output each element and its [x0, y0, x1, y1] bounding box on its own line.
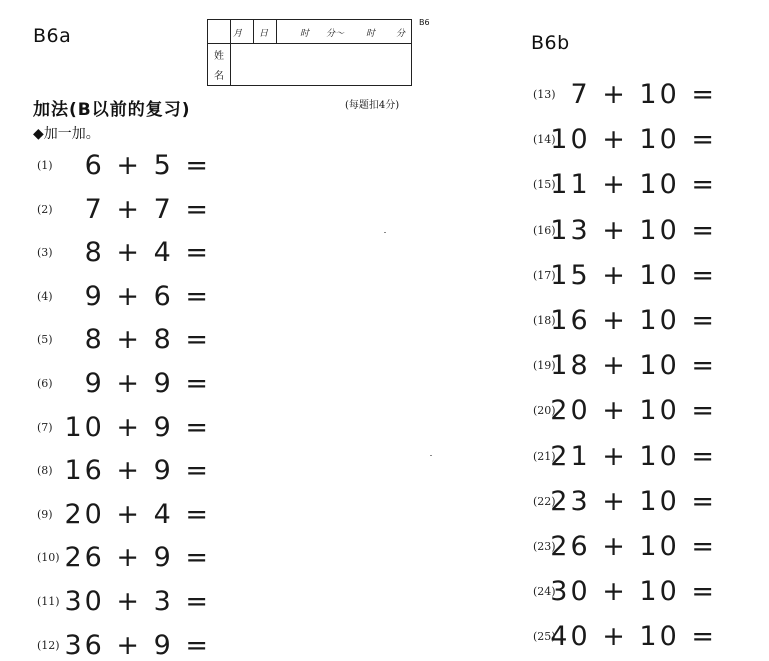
problem-number: (22) — [533, 494, 556, 508]
divider — [253, 20, 254, 43]
day-label: 日 — [259, 29, 269, 39]
problem-number: (13) — [533, 88, 556, 101]
problem-expression: 26 + 10 = — [550, 531, 717, 562]
problem-number: (18) — [533, 314, 556, 327]
problem-expression: 9 + 9 = — [84, 368, 211, 399]
minute-label: 分～ — [326, 29, 345, 39]
problem-expression: 13 + 10 = — [550, 214, 717, 246]
problem-expression: 40 + 10 = — [550, 621, 717, 653]
minute-label: 分 — [396, 29, 406, 39]
problem-number: (20) — [533, 404, 556, 418]
problem-number: (6) — [37, 377, 53, 390]
scan-speck — [384, 232, 386, 233]
problem-expression: 36 + 9 = — [64, 629, 211, 661]
problem-expression: 23 + 10 = — [550, 485, 717, 517]
problem-number: (24) — [533, 585, 556, 599]
problem-number: (23) — [533, 540, 556, 553]
problem-expression: 15 + 10 = — [550, 259, 717, 291]
instruction: ◆加一加。 — [33, 126, 100, 142]
problem-number: (15) — [533, 178, 556, 192]
score-note: (每题扣4分) — [345, 100, 400, 111]
problem-expression: 20 + 4 = — [64, 498, 211, 530]
month-label: 月 — [233, 29, 243, 39]
problem-number: (17) — [533, 268, 556, 282]
page-title: 加法(B以前的复习) — [33, 100, 191, 120]
hour-label: 时 — [366, 29, 376, 39]
problem-expression: 30 + 3 = — [64, 586, 211, 617]
problem-expression: 26 + 9 = — [64, 542, 211, 574]
problem-expression: 9 + 6 = — [84, 280, 211, 312]
name-cell — [208, 43, 231, 85]
problem-expression: 16 + 10 = — [550, 305, 717, 336]
divider — [230, 20, 231, 43]
problem-expression: 10 + 10 = — [550, 124, 717, 156]
problem-number: (4) — [37, 289, 53, 303]
problem-number: (16) — [533, 223, 556, 237]
problem-expression: 6 + 5 = — [84, 150, 211, 181]
problem-number: (14) — [533, 133, 556, 147]
problem-number: (2) — [37, 202, 53, 216]
name-char: 姓 — [214, 51, 224, 62]
problem-expression: 16 + 9 = — [64, 455, 211, 487]
problem-expression: 20 + 10 = — [550, 395, 717, 427]
hour-label: 时 — [300, 29, 310, 39]
problem-number: (19) — [533, 359, 556, 373]
problem-expression: 8 + 4 = — [84, 237, 211, 269]
divider — [276, 20, 277, 43]
problem-number: (25) — [533, 630, 556, 644]
problem-expression: 30 + 10 = — [550, 576, 717, 608]
problem-number: (11) — [37, 595, 60, 608]
scan-speck — [430, 455, 432, 456]
worksheet-code-left: B6a — [33, 25, 72, 47]
problem-number: (12) — [37, 638, 60, 652]
problem-expression: 7 + 10 = — [570, 79, 717, 110]
problem-number: (8) — [37, 464, 53, 478]
problem-number: (7) — [37, 420, 53, 434]
name-char: 名 — [214, 71, 224, 82]
student-info-box — [207, 19, 412, 86]
problem-number: (21) — [533, 449, 556, 463]
problem-number: (10) — [37, 551, 60, 565]
problem-number: (1) — [37, 159, 53, 172]
problem-expression: 7 + 7 = — [84, 193, 211, 225]
box-tag: B6 — [419, 18, 430, 27]
problem-number: (5) — [37, 333, 53, 347]
problem-number: (3) — [37, 246, 53, 260]
problem-number: (9) — [37, 507, 53, 521]
problem-expression: 21 + 10 = — [550, 440, 717, 472]
worksheet-code-right: B6b — [531, 32, 570, 54]
problem-expression: 10 + 9 = — [64, 411, 211, 443]
problem-expression: 18 + 10 = — [550, 350, 717, 382]
problem-expression: 11 + 10 = — [550, 169, 717, 201]
problem-expression: 8 + 8 = — [84, 324, 211, 356]
